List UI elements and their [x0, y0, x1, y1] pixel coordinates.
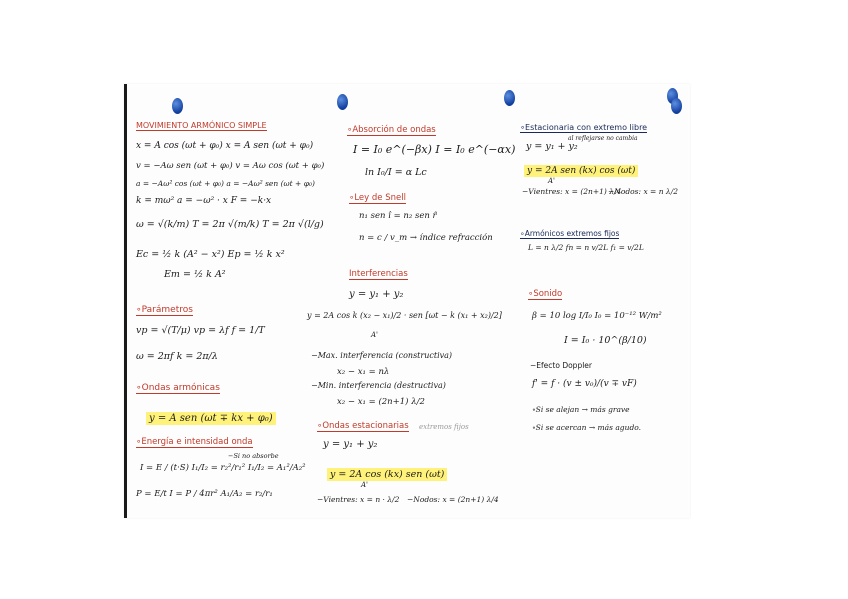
energia-note: −Si no absorbe — [228, 452, 279, 460]
interf-line: −Min. interferencia (destructiva) — [311, 381, 446, 390]
params-line: vp = √(T/μ) vp = λf f = 1/T — [136, 325, 265, 336]
mas-line: ω = √(k/m) T = 2π √(m/k) T = 2π √(l/g) — [136, 219, 324, 230]
estac-line: y = y₁ + y₂ — [323, 439, 378, 450]
abs-title: ∘Absorción de ondas — [347, 125, 436, 135]
params-title: ∘Parámetros — [136, 305, 193, 315]
params-line: ω = 2πf k = 2π/λ — [136, 351, 218, 362]
interf-line: A' — [371, 331, 378, 339]
estac-title: ∘Ondas estacionarias — [317, 421, 409, 431]
interf-line: x₂ − x₁ = nλ — [337, 367, 390, 377]
libre-eq: y = 2A sen (kx) cos (ωt) — [524, 160, 638, 176]
estac-vientres: −Vientres: x = n · λ/2 — [317, 495, 400, 504]
armonicos-title: ∘Armónicos extremos fijos — [520, 229, 620, 238]
mas-line: x = A cos (ωt + φ₀) x = A sen (ωt + φ₀) — [136, 141, 314, 151]
estac-nodos: −Nodos: x = (2n+1) λ/4 — [407, 495, 499, 504]
sheet-edge — [124, 84, 127, 518]
mas-line: Ec = ½ k (A² − x²) Ep = ½ k x² — [136, 249, 285, 260]
libre-vientres: −Vientres: x = (2n+1) λ/4 — [522, 187, 622, 196]
energia-title: ∘Energía e intensidad onda — [136, 437, 253, 447]
mas-line: v = −Aω sen (ωt + φ₀) v = Aω cos (ωt + φ₀) — [136, 161, 325, 171]
interf-line: y = 2A cos k (x₂ − x₁)/2 · sen [ωt − k (x₁ + x₂)/2] — [307, 311, 502, 320]
abs-line: ln I₀/I = α Lc — [365, 167, 427, 178]
estac-note: extremos fijos — [419, 423, 469, 431]
energia-line: P = E/t I = P / 4πr² A₁/A₂ = r₂/r₁ — [136, 489, 273, 499]
interf-title: Interferencias — [349, 269, 408, 279]
doppler-note: ∘Si se alejan → más grave — [532, 405, 630, 414]
mas-line: k = mω² a = −ω² · x F = −k·x — [136, 196, 272, 206]
libre-title: ∘Estacionaria con extremo libre — [520, 123, 648, 132]
interf-line: −Max. interferencia (constructiva) — [311, 351, 453, 360]
snell-title: ∘Ley de Snell — [349, 193, 406, 203]
sonido-line: β = 10 log I/I₀ I₀ = 10⁻¹² W/m² — [532, 311, 662, 321]
mas-line: a = −Aω² cos (ωt + φ₀) a = −Aω² sen (ωt + φ₀) — [136, 179, 315, 188]
sonido-title: ∘Sonido — [528, 289, 563, 299]
estac-sub: A' — [361, 481, 368, 489]
interf-line: y = y₁ + y₂ — [349, 289, 404, 300]
ondas-eq: y = A sen (ωt ∓ kx + φ₀) — [146, 408, 276, 424]
libre-nodos: −Nodos: x = n λ/2 — [608, 187, 678, 196]
libre-line: y = y₁ + y₂ — [526, 141, 578, 152]
binder-hole-icon — [671, 98, 682, 114]
interf-line: x₂ − x₁ = (2n+1) λ/2 — [337, 397, 425, 407]
sonido-line: I = I₀ · 10^(β/10) — [564, 335, 647, 346]
mas-line: Em = ½ k A² — [164, 269, 226, 280]
binder-hole-icon — [172, 98, 183, 114]
abs-line: I = I₀ e^(−βx) I = I₀ e^(−αx) — [353, 143, 516, 156]
energia-line: I = E / (t·S) I₁/I₂ = r₂²/r₁² I₁/I₂ = A₁²/A₂² — [140, 463, 306, 473]
doppler-line: f' = f · (v ± v₀)/(v ∓ vF) — [532, 379, 637, 389]
ondas-title: ∘Ondas armónicas — [136, 383, 220, 393]
estac-eq: y = 2A cos (kx) sen (ωt) — [327, 464, 447, 480]
mas-title: MOVIMIENTO ARMÓNICO SIMPLE — [136, 121, 267, 130]
snell-line: n₁ sen î = n₂ sen r̂ — [359, 211, 437, 221]
binder-hole-icon — [337, 94, 348, 110]
doppler-note: ∘Si se acercan → más agudo. — [532, 423, 642, 432]
libre-sub: A' — [548, 177, 555, 185]
snell-line: n = c / v_m → índice refracción — [359, 233, 493, 243]
armonicos-line: L = n λ/2 fn = n v/2L f₁ = v/2L — [528, 243, 644, 252]
libre-note: al reflejarse no cambia — [568, 135, 638, 142]
doppler-title: −Efecto Doppler — [530, 361, 592, 370]
notes-sheet — [124, 84, 690, 518]
binder-hole-icon — [504, 90, 515, 106]
